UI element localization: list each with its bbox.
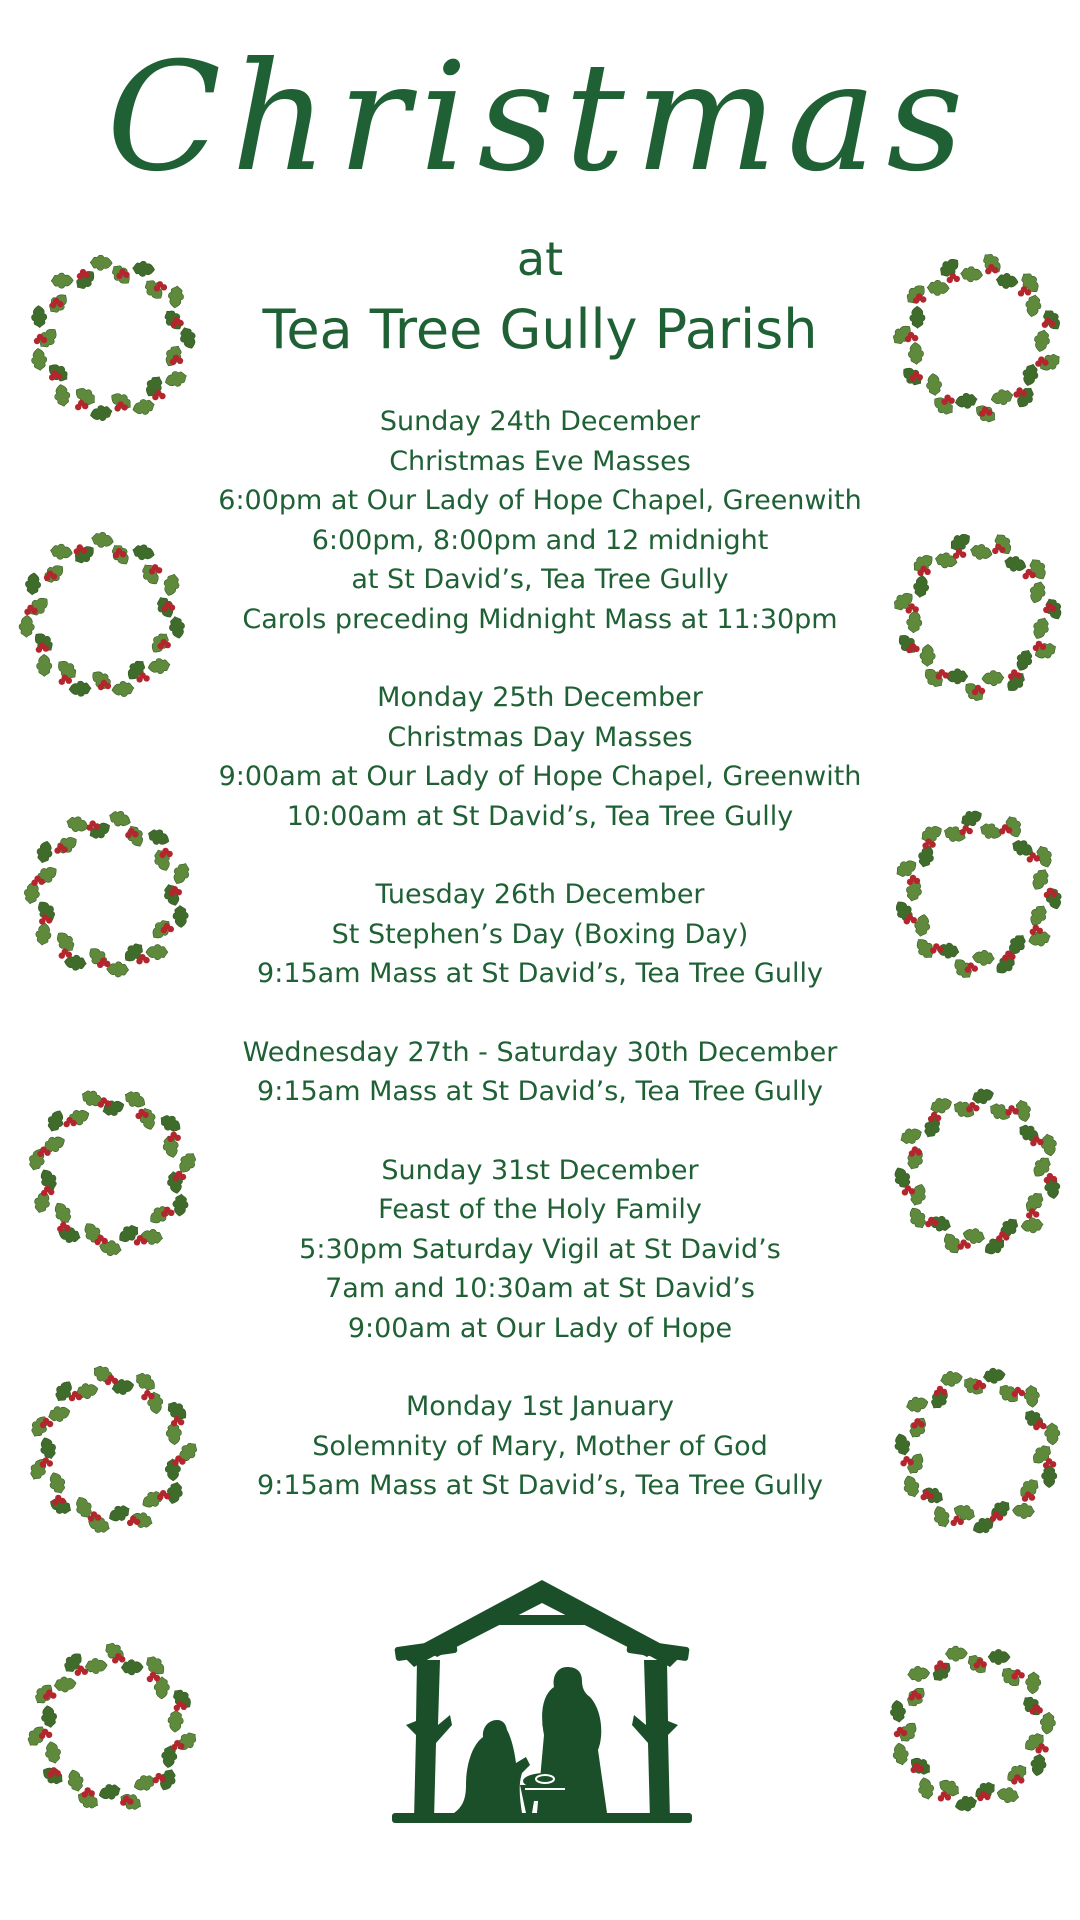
schedule-line: St Stephen’s Day (Boxing Day) xyxy=(331,918,749,950)
holly-wreath-icon xyxy=(888,248,1068,428)
parish-title: Tea Tree Gully Parish xyxy=(262,298,818,361)
holly-wreath-icon xyxy=(18,804,198,984)
holly-wreath-icon xyxy=(22,248,202,428)
schedule-line: Sunday 24th December xyxy=(379,406,701,437)
christmas-title: Christmas xyxy=(106,31,974,205)
holly-wreath-icon xyxy=(22,1082,202,1262)
at-text: at xyxy=(516,232,564,286)
schedule-line: Wednesday 27th - Saturday 30th December xyxy=(242,1036,838,1068)
holly-wreath-icon xyxy=(12,526,192,706)
schedule-line: at St David’s, Tea Tree Gully xyxy=(351,564,729,595)
schedule-line: Carols preceding Midnight Mass at 11:30pm xyxy=(242,603,838,635)
schedule-block-weekdays xyxy=(200,1033,880,1112)
schedule-line: 7am and 10:30am at St David’s xyxy=(325,1273,755,1304)
holly-wreath-icon xyxy=(22,1638,202,1818)
schedule-line: 6:00pm at Our Lady of Hope Chapel, Greenwith xyxy=(218,485,862,516)
schedule-line: Tuesday 26th December xyxy=(375,879,705,910)
holly-wreath-icon xyxy=(888,1082,1068,1262)
schedule-block-christmas-day xyxy=(200,678,880,836)
schedule-line: 9:00am at Our Lady of Hope xyxy=(347,1312,733,1344)
mass-schedule xyxy=(200,402,880,1545)
holly-wreath-icon xyxy=(888,526,1068,706)
schedule-block-christmas-eve xyxy=(200,402,880,639)
schedule-line: 9:15am Mass at St David’s, Tea Tree Gully xyxy=(257,1470,823,1501)
schedule-line: 10:00am at St David’s, Tea Tree Gully xyxy=(286,800,794,832)
schedule-line: 6:00pm, 8:00pm and 12 midnight xyxy=(311,524,769,556)
schedule-block-mary-mother-of-god xyxy=(200,1387,880,1506)
schedule-line: Sunday 31st December xyxy=(381,1154,699,1186)
holly-wreath-icon xyxy=(22,1360,202,1540)
schedule-line: Feast of the Holy Family xyxy=(378,1194,702,1225)
schedule-line: 9:15am Mass at St David’s, Tea Tree Gully xyxy=(257,1076,823,1107)
schedule-line: Monday 1st January xyxy=(406,1391,674,1422)
schedule-line: 9:00am at Our Lady of Hope Chapel, Greenwith xyxy=(218,761,862,792)
schedule-line: Monday 25th December xyxy=(377,682,703,713)
schedule-line: Solemnity of Mary, Mother of God xyxy=(312,1430,768,1462)
schedule-line: 5:30pm Saturday Vigil at St David’s xyxy=(299,1233,781,1265)
holly-wreath-icon xyxy=(882,1638,1062,1818)
holly-wreath-icon xyxy=(888,804,1068,984)
schedule-line: Christmas Day Masses xyxy=(387,721,693,753)
holly-wreath-icon xyxy=(888,1360,1068,1540)
schedule-line: 9:15am Mass at St David’s, Tea Tree Gully xyxy=(257,958,823,989)
nativity-scene-icon xyxy=(392,1575,692,1825)
schedule-block-st-stephens xyxy=(200,875,880,994)
schedule-block-holy-family xyxy=(200,1151,880,1349)
schedule-line: Christmas Eve Masses xyxy=(389,445,691,477)
